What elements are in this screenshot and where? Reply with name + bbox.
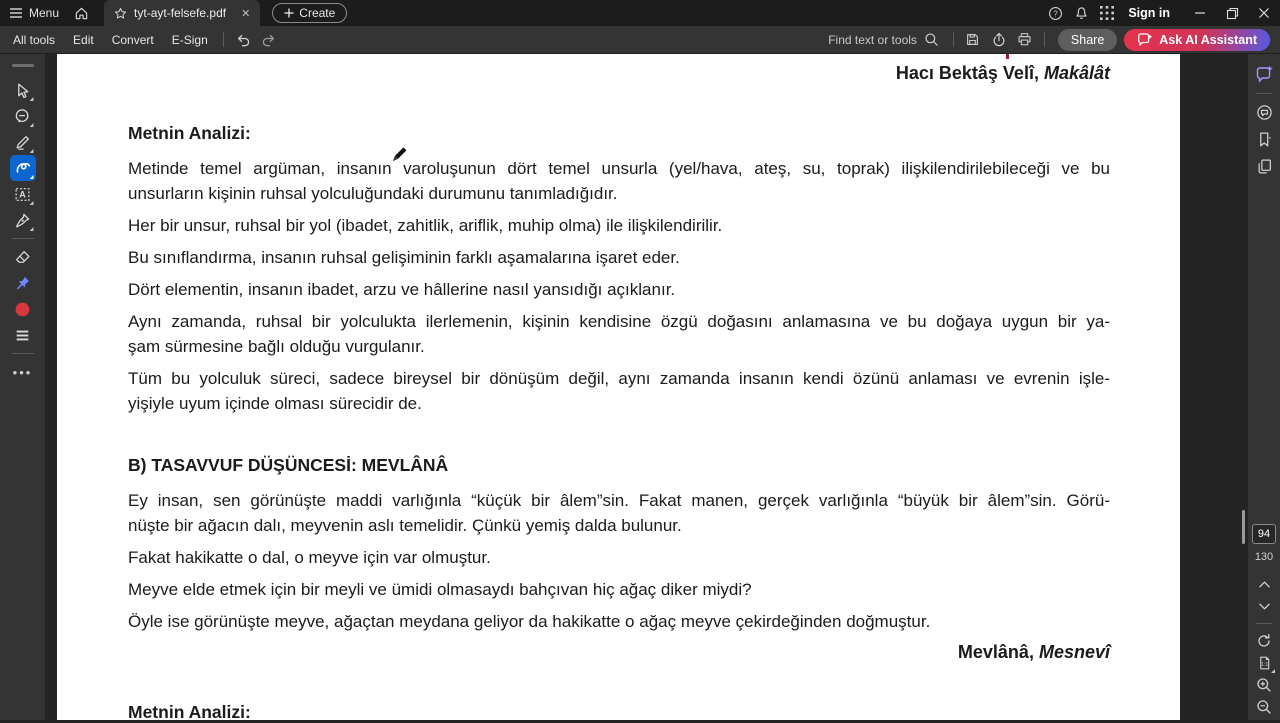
doc-heading: Metnin Analizi: (128, 123, 251, 143)
doc-paragraph: Öyle ise görünüşte meyve, ağaçtan meydana geliyor da hakikatte o ağaç meyve çekirdeğinden doğmuştur. (128, 612, 931, 631)
pencil-icon (14, 134, 31, 151)
doc-paragraph: Meyve elde etmek için bir meyli ve ümidi olmasaydı bahçıvan hiç ağaç diker miydi? (128, 580, 752, 599)
doc-paragraph: Bu sınıflandırma, insanın ruhsal gelişiminin farklı aşamalarına işaret eder. (128, 248, 680, 267)
toolbar-divider (1044, 32, 1045, 47)
toolbar-divider (223, 32, 224, 47)
create-button[interactable] (272, 3, 347, 23)
tab-title: tyt-ayt-felsefe.pdf (134, 6, 227, 20)
doc-paragraph: Tüm bu yolculuk süreci, sadece bireysel bir dönüşüm değil, aynı zamanda insanın kendi özünü anlaması ve evrenin işle- yişiyle uyum içinde olması sürecidir de. (128, 369, 1110, 413)
total-pages-label: 130 (1254, 551, 1274, 563)
tab-close-icon[interactable]: ✕ (241, 7, 251, 20)
rotate-view-button[interactable] (1252, 630, 1276, 652)
search-icon (924, 32, 939, 47)
fountain-pen-icon (14, 212, 31, 229)
right-panel (1248, 54, 1280, 720)
ai-chat-sparkle-icon (1137, 33, 1153, 47)
lines-icon (14, 327, 31, 344)
next-page-button[interactable] (1252, 595, 1276, 617)
document-viewport (45, 54, 1248, 720)
home-button[interactable] (68, 0, 94, 26)
organize-tool-button[interactable] (10, 322, 36, 348)
chevron-up-icon (1258, 580, 1271, 589)
pages-icon (1256, 158, 1273, 175)
doc-paragraph: Her bir unsur, ruhsal bir yol (ibadet, zahitlik, ariflik, muhip olma) ile ilişkilendirilir. (128, 216, 723, 235)
comments-icon (1256, 104, 1273, 121)
doc-heading: Metnin Analizi: (128, 702, 251, 722)
hamburger-icon (9, 7, 23, 19)
e-sign-button[interactable]: E-Sign (171, 32, 208, 47)
doc-heading: B) TASAVVUF DÜŞÜNCESİ: MEVLÂNÂ (128, 455, 449, 475)
svg-text:A: A (19, 189, 26, 200)
ellipsis-icon: ••• (12, 364, 33, 380)
doc-attribution: Mevlânâ, Mesnevî (957, 642, 1110, 662)
toolbar-divider (953, 32, 954, 47)
titlebar-right-group (1042, 0, 1280, 26)
find-text-button[interactable] (820, 32, 947, 47)
ask-ai-assistant-button[interactable] (1124, 29, 1270, 51)
printer-icon (1017, 32, 1032, 47)
restore-icon (1226, 7, 1239, 20)
share-label: Share (1070, 32, 1105, 47)
menu-label: Menu (29, 6, 60, 20)
menu-button[interactable] (0, 0, 68, 26)
star-icon[interactable] (114, 7, 127, 20)
page-navigation-cluster (1252, 524, 1276, 720)
plus-icon (284, 8, 294, 18)
undo-button[interactable] (230, 27, 256, 53)
bookmark-icon (1256, 131, 1273, 148)
zoom-in-button[interactable] (1252, 674, 1276, 696)
doc-paragraph: Metinde temel argüman, insanın varoluşunun dört temel unsurla (yel/hava, ateş, su, toprak) ilişkilendirilebileceği ve bu unsurların kişinin ruhsal yolculuğundaki durumunu tanımladığıdır. (128, 159, 1110, 203)
fill-and-sign-tool-button[interactable] (10, 207, 36, 233)
waffle-icon (1100, 6, 1114, 20)
add-text-tool-button[interactable] (10, 181, 36, 207)
svg-text:1:1: 1:1 (1260, 661, 1268, 668)
apps-grid-button[interactable] (1094, 0, 1120, 26)
restore-button[interactable] (1216, 0, 1248, 26)
highlight-freeform-tool-button[interactable] (10, 155, 36, 181)
page-top-red-text-fragment (1006, 54, 1009, 59)
ask-ai-label: Ask AI Assistant (1159, 32, 1257, 47)
zoom-out-icon (1256, 699, 1272, 715)
create-label: Create (299, 6, 336, 20)
find-text-label: Find text or tools (828, 32, 917, 47)
ai-assistant-panel-button[interactable] (1252, 62, 1276, 86)
pointer-icon (14, 82, 31, 99)
main-toolbar (0, 26, 1280, 54)
comment-icon (14, 108, 31, 125)
undo-icon (235, 32, 251, 48)
home-icon (74, 6, 89, 21)
rail-handle[interactable] (12, 64, 34, 67)
minimize-button[interactable] (1184, 0, 1216, 26)
doc-paragraph: Fakat hakikatte o dal, o meyve için var olmuştur. (128, 548, 491, 567)
rail-divider (12, 238, 34, 239)
pencil-cursor (391, 146, 408, 163)
notifications-button[interactable] (1068, 0, 1094, 26)
pages-panel-button[interactable] (1252, 154, 1276, 178)
panel-divider (1256, 93, 1272, 94)
save-icon (965, 32, 980, 47)
document-tab[interactable] (104, 0, 260, 26)
doc-paragraph: Ey insan, sen görünüşte maddi varlığınla “küçük bir âlem”sin. Fakat manen, gerçek varlığınla “büyük bir âlem”sin. Görü- nüşte bir ağacın dalı, meyvenin aslı temelidir. Çünkü yemiş dalda bulunur. (128, 491, 1110, 535)
page-view-icon (1257, 655, 1272, 671)
eraser-icon (14, 249, 31, 266)
ai-assistant-icon (1255, 65, 1274, 83)
close-icon (1258, 7, 1270, 19)
pdf-page (57, 54, 1180, 720)
bookmarks-panel-button[interactable] (1252, 127, 1276, 151)
red-stamp-tool-button[interactable] (10, 296, 36, 322)
doc-paragraph: Dört elementin, insanın ibadet, arzu ve hâllerine nasıl yansıdığı açıklanır. (128, 280, 676, 299)
current-page-input[interactable] (1252, 524, 1276, 544)
rail-divider (12, 353, 34, 354)
doc-attribution: Hacı Bektâş Velî, Makâlât (895, 63, 1110, 83)
upload-icon (991, 32, 1007, 48)
pdf-page-content (57, 54, 1180, 723)
chevron-down-icon (1258, 602, 1271, 611)
close-window-button[interactable] (1248, 0, 1280, 26)
red-dot-icon (14, 301, 31, 318)
help-button[interactable] (1042, 0, 1068, 26)
zoom-out-button[interactable] (1252, 696, 1276, 718)
panel-divider (1256, 623, 1272, 624)
minimize-icon (1194, 7, 1206, 19)
rotate-icon (1256, 633, 1272, 649)
comments-panel-button[interactable] (1252, 100, 1276, 124)
more-tools-button[interactable] (10, 359, 36, 385)
pin-tool-button[interactable] (10, 270, 36, 296)
document-scroll-thumb[interactable] (1242, 510, 1245, 544)
page-view-button[interactable] (1252, 652, 1276, 674)
redo-icon (261, 32, 277, 48)
select-tool-button[interactable] (10, 77, 36, 103)
draw-tool-button[interactable] (10, 129, 36, 155)
previous-page-button[interactable] (1252, 573, 1276, 595)
all-tools-button[interactable]: All tools (13, 32, 56, 47)
share-button[interactable] (1058, 29, 1117, 51)
left-tool-rail (0, 54, 45, 720)
lasso-loop-icon (14, 159, 32, 177)
bell-icon (1074, 6, 1089, 21)
pushpin-icon (14, 275, 31, 292)
share-file-button[interactable] (986, 27, 1012, 53)
redo-button[interactable] (256, 27, 282, 53)
flyout-indicator (1271, 669, 1275, 673)
erase-tool-button[interactable] (10, 244, 36, 270)
convert-button[interactable]: Convert (111, 32, 154, 47)
print-button[interactable] (1012, 27, 1038, 53)
zoom-in-icon (1256, 677, 1272, 693)
title-bar (0, 0, 1280, 26)
svg-text:?: ? (1053, 8, 1058, 18)
doc-paragraph: Aynı zamanda, ruhsal bir yolculukta ilerlemenin, kişinin kendisine özgü doğasını anlamasına ve bu doğaya uygun bir ya- şam sürmesine bağlı olduğu vurgulanır. (128, 312, 1110, 356)
sign-in-button[interactable]: Sign in (1128, 6, 1170, 20)
help-icon (1048, 6, 1063, 21)
add-comment-tool-button[interactable] (10, 103, 36, 129)
edit-button[interactable]: Edit (73, 32, 94, 47)
save-button[interactable] (960, 27, 986, 53)
add-text-icon (14, 186, 31, 203)
